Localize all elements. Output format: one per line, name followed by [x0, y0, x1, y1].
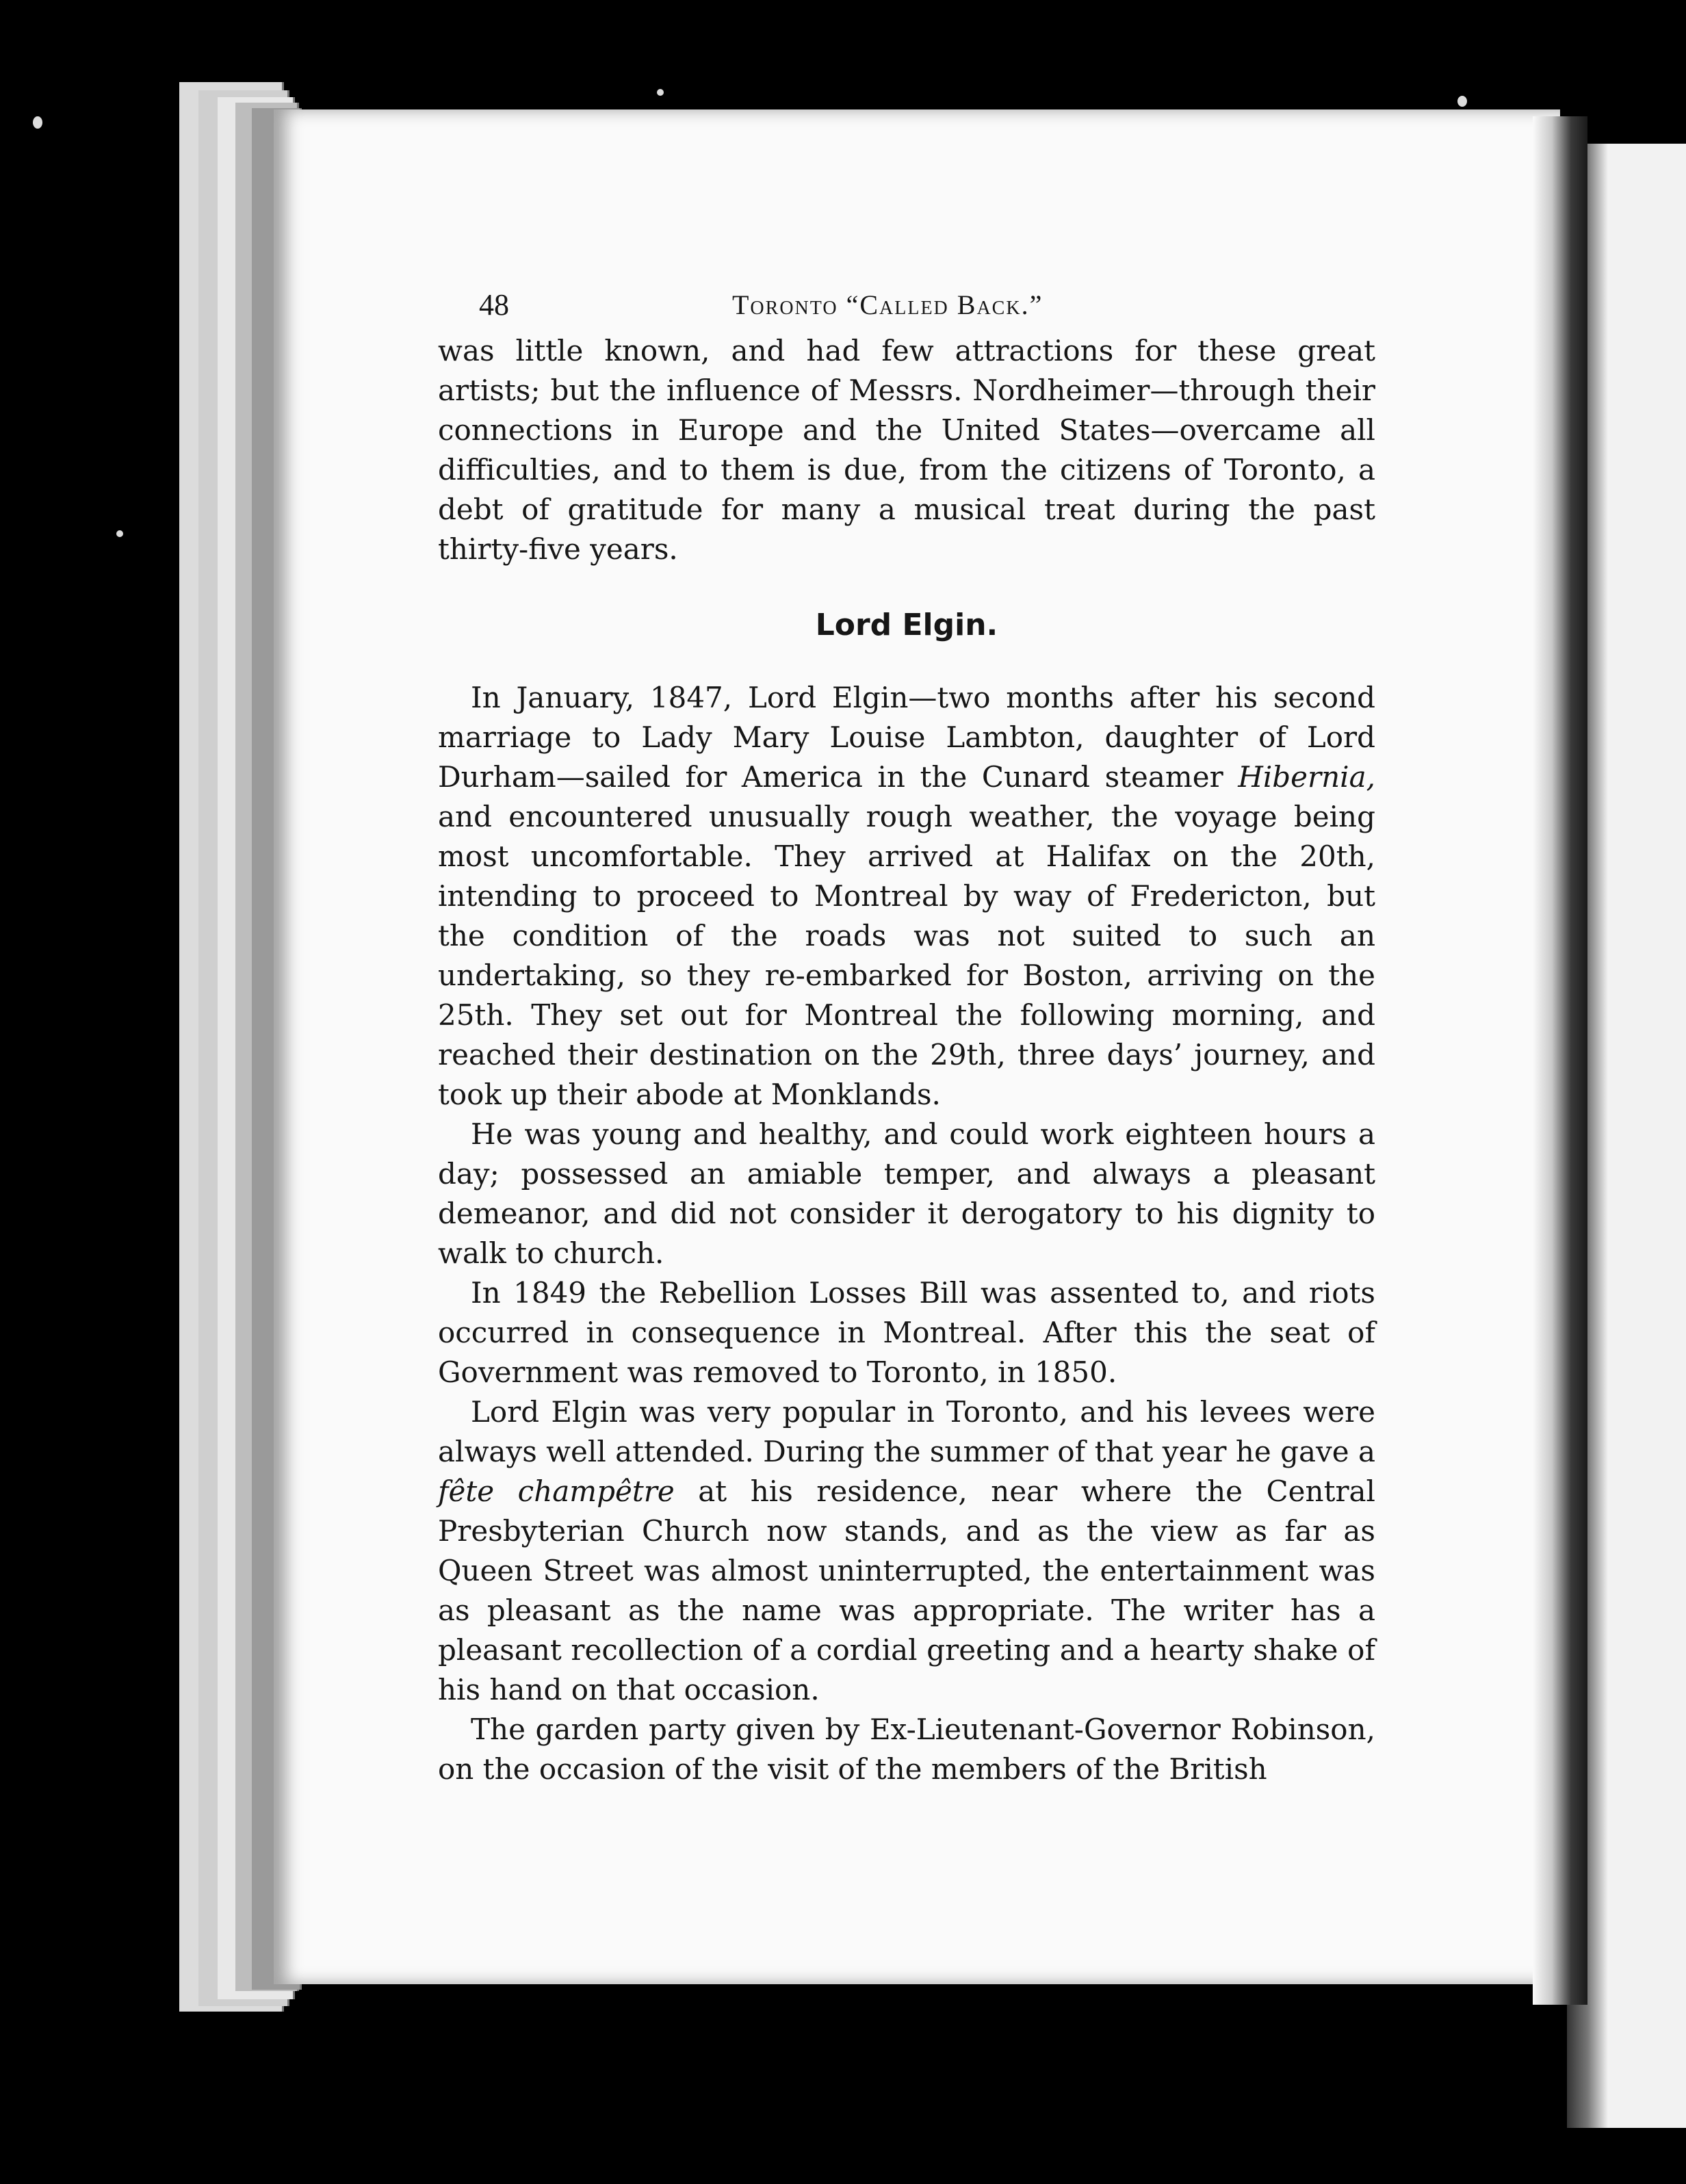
gutter-shadow: [1533, 116, 1587, 2005]
paragraph-5: The garden party given by Ex-Lieutenant-Governor Robinson, on the occasion of the visit of the members of the British: [438, 1713, 1375, 1786]
paragraph-1: [438, 678, 1375, 1115]
section-heading: Lord Elgin.: [815, 608, 998, 642]
paragraph-4-rest: at his residence, near where the Central Presbyterian Church now stands, and as the view as far as Queen Street was almost uninterrupted, the entertainment was as pleasant as the name was appropriate. The writer has a pleasant recollection of a cordial greeting and a hearty shake of his hand on that occasion.: [438, 1474, 1375, 1706]
running-head-title: Toronto “Called Back.”: [732, 289, 1043, 320]
scan-speck: [1457, 96, 1467, 107]
ship-name: Hibernia,: [1238, 760, 1375, 794]
running-head: [438, 274, 1375, 322]
scan-speck: [116, 530, 123, 537]
paragraph-intro: was little known, and had few attractions for these great artists; but the influence of Messrs. Nordheimer—through their connections in Europe and the United States—overcame all difficulties, and to them is due, from the citizens of Toronto, a debt of gratitude for many a musical treat during the past thirty-five years.: [438, 334, 1375, 566]
paragraph-3: In 1849 the Rebellion Losses Bill was assented to, and riots occurred in consequence in Montreal. After this the seat of Government was removed to Toronto, in 1850.: [438, 1276, 1375, 1389]
paragraph-1-rest: and encountered unusually rough weather, the voyage being most uncomfortable. They arrived at Halifax on the 20th, intending to proceed to Montreal by way of Fredericton, but the condition of the roads was not suited to such an undertaking, so they re-embarked for Boston, arriving on the 25th. They set out for Montreal the following morning, and reached their destination on the 29th, three days’ journey, and took up their abode at Monklands.: [438, 800, 1375, 1111]
page-content: [438, 274, 1375, 1789]
paragraph-1-text: In January, 1847, Lord Elgin—two months after his second marriage to Lady Mary Louise Lambton, daughter of Lord Durham—sailed for America in the Cunard steamer: [438, 681, 1375, 794]
paragraph-4: [438, 1392, 1375, 1710]
fete-term: fête champêtre: [438, 1474, 675, 1508]
paragraph-2: He was young and healthy, and could work eighteen hours a day; possessed an amiable temper, and always a pleasant demeanor, and did not consider it derogatory to his dignity to walk to church.: [438, 1117, 1375, 1270]
paragraph-4-text: Lord Elgin was very popular in Toronto, and his levees were always well attended. During the summer of that year he gave a: [438, 1395, 1375, 1468]
scan-speck: [657, 89, 664, 96]
scan-speck: [33, 116, 42, 129]
page-number: 48: [479, 288, 509, 322]
